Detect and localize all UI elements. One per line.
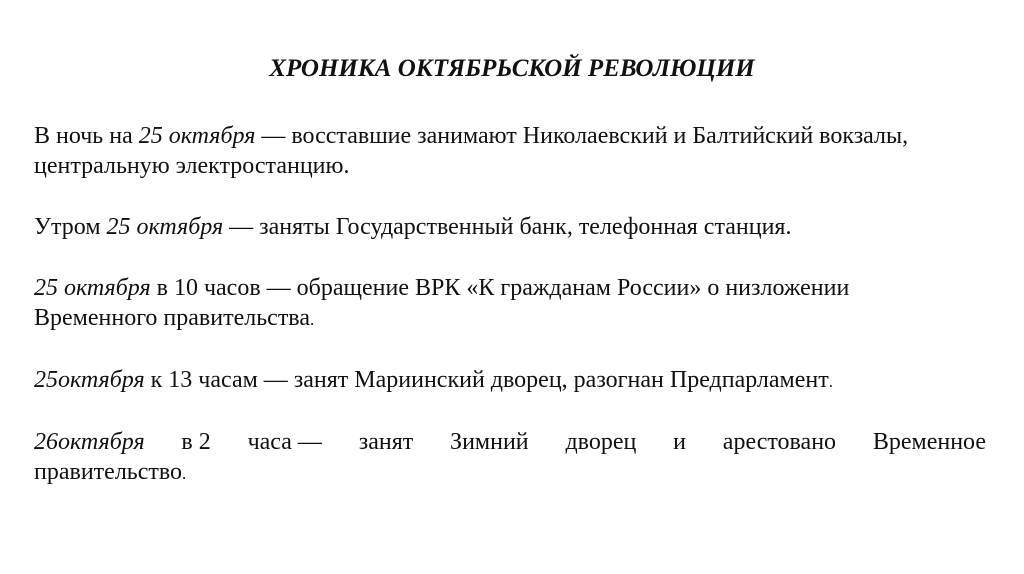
entry-5-word: в 2 (181, 429, 211, 455)
chronicle-entry-3 (34, 273, 992, 335)
entry-5-word: арестовано (722, 429, 837, 455)
entry-3-text: в 10 часов — обращение ВРК «К гражданам России» о низложении (150, 275, 850, 301)
chronicle-entry-5 (34, 427, 992, 489)
entry-5-word: Временное (872, 429, 986, 455)
chronicle-entry-1 (34, 121, 992, 181)
entry-1-date: 25 октября (138, 123, 256, 149)
entry-4-text: к 13 часам — занят Мариинский дворец, разогнан Предпарламент (144, 367, 829, 393)
entry-3-text-cont: Временного правительства (34, 305, 310, 331)
entry-5-word: занят (358, 429, 414, 455)
entry-3-date: 25 октября (34, 275, 151, 301)
entry-5-word: часа — (247, 429, 322, 455)
entry-4-line-1 (34, 365, 992, 397)
entry-1-line-1 (34, 121, 992, 151)
entry-1-prefix: В ночь на (34, 123, 139, 149)
slide-title: ХРОНИКА ОКТЯБРЬСКОЙ РЕВОЛЮЦИИ (269, 55, 755, 82)
entry-4-date: 25октября (34, 367, 145, 393)
entry-2-text: — заняты Государственный банк, телефонная станция. (223, 214, 792, 240)
entry-5-word: дворец (565, 429, 637, 455)
entry-2-prefix: Утром (34, 214, 107, 240)
entry-1-text: — восставшие занимают Николаевский и Балтийский вокзалы, (255, 123, 909, 149)
entry-1-line-2: центральную электростанцию. (34, 153, 350, 179)
entry-5-date: 26октября (34, 429, 145, 455)
entry-3-line-2 (34, 303, 992, 335)
entry-5-word: и (673, 429, 686, 455)
entry-5-text-cont: правительство (34, 459, 183, 485)
chronicle-entry-2 (34, 212, 992, 242)
entry-2-date: 25 октября (106, 214, 224, 240)
entry-5-line-2 (34, 457, 992, 489)
entry-3-period: . (309, 310, 315, 329)
entry-5-period: . (182, 464, 187, 483)
entry-5-word: Зимний (450, 429, 529, 455)
entry-5-line-1 (34, 427, 986, 457)
entry-2-line-1 (34, 212, 992, 242)
entry-4-period: . (828, 372, 833, 391)
entry-3-line-1 (34, 273, 992, 303)
chronicle-entry-4 (34, 365, 992, 397)
